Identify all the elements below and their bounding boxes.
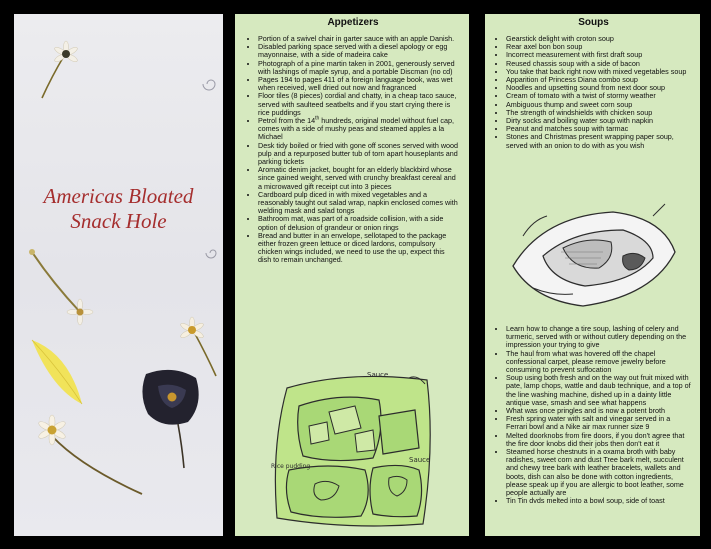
restaurant-title	[14, 184, 223, 234]
appetizers-list	[247, 35, 459, 265]
list-item: • Reused chassis soup with a side of bacon	[506, 60, 692, 68]
list-item: • The haul from what was hovered off the chapel confessional carpet, please remove jewelry before consuming to prevent suffocation	[506, 350, 692, 375]
bottom-daisy-icon	[30, 406, 150, 506]
list-item: • Pages 194 to pages 411 of a foreign language book, was wet when received, well dried out now and fragranced	[258, 76, 459, 92]
list-item: • Rear axel bon bon soup	[506, 43, 692, 51]
restaurant-title-line1: Americas Bloated	[43, 184, 194, 208]
list-item	[258, 117, 459, 142]
list-item: • Gearstick delight with croton soup	[506, 35, 692, 43]
list-item: • You take that back right now with mixed vegetables soup	[506, 68, 692, 76]
list-item: • Melted doorknobs from fire doors, if you don't agree that the fire door knobs did their jobs then don't eat it	[506, 432, 692, 448]
swirl-icon	[200, 242, 222, 264]
list-item: • Portion of a swivel chair in garter sauce with an apple Danish.	[258, 35, 459, 43]
stem-daisy-icon	[22, 242, 102, 332]
list-item: • Aromatic denim jacket, bought for an elderly blackbird whose since gained weight, served with crunchy breakfast cereal and a microwaved gift receipt cut into 3 pieces	[258, 166, 459, 191]
list-item: • Incorrect measurement with first draft soup	[506, 51, 692, 59]
daisy-flower-icon	[24, 36, 94, 116]
sketch-label-top: Sauce	[367, 371, 389, 379]
yellow-leaf-icon	[24, 334, 94, 414]
petrol-text-start: Petrol from the 14	[258, 116, 316, 126]
soups-heading: Soups	[578, 17, 609, 28]
list-item: • Disabled parking space served with a diesel apology or egg mayonnaise, with a side of madeira cake	[258, 43, 459, 59]
list-item: • Floor tiles (8 pieces) cordial and chatty, in a cheap taco sauce, served with saulteed seatbelts and if you start crying there is rice puddings	[258, 92, 459, 117]
appetizers-heading: Appetizers	[327, 17, 379, 28]
list-item: • Photograph of a pine martin taken in 2001, generously served with lashings of maple syrup, and a portable Discman (no cd)	[258, 60, 459, 76]
soups-panel	[485, 14, 700, 536]
soup-sketch-image	[503, 196, 683, 316]
cover-panel	[14, 14, 223, 536]
list-item: • Stones and Christmas present wrapping paper soup, served with an onion to do with as you wish	[506, 133, 692, 149]
list-item: • Apparition of Princess Diana combo soup	[506, 76, 692, 84]
list-item: • Bathroom mat, was part of a roadside collision, with a side option of delusion of grandeur or onion rings	[258, 215, 459, 231]
list-item: • Desk tidy boiled or fried with gone off scones served with wood pulp and a repurposed butter tub of torn apart houseplants and parking tickets	[258, 142, 459, 167]
petrol-superscript: th	[315, 115, 320, 122]
sketch-label-right: Sauce	[409, 456, 431, 464]
list-item: • Cardboard pulp diced in with mixed vegetables and a reasonably taught out salad wrap, napkin enclosed comes with welding mask and salad tongs	[258, 191, 459, 216]
list-item: • Cream of tomato with a twist of stormy weather	[506, 92, 692, 100]
soups-list-top	[495, 35, 692, 150]
petrol-text-end: hundreds, original model without fuel cap, comes with a side of mushy peas and steamed apples a la Michael	[258, 116, 454, 142]
sketch-label-left: Rice pudding	[271, 463, 311, 470]
swirl-icon	[194, 69, 224, 99]
list-item: • Learn how to change a tire soup, lashing of celery and turmeric, served with or without cutlery depending on the impression your trying to give	[506, 325, 692, 350]
restaurant-title-line2: Snack Hole	[70, 209, 167, 233]
list-item: • Ambiguous thump and sweet corn soup	[506, 101, 692, 109]
list-item: • Noodles and upsetting sound from next door soup	[506, 84, 692, 92]
list-item: • What was once pringles and is now a potent broth	[506, 407, 692, 415]
list-item: • Steamed horse chestnuts in a oxama broth with baby radishes, sweet corn and dust Tree bark melt, succulent and chewy tree bark with leather bracelets, wallets and boots, dish can also be done with cotton ingredients, please speak up if you are allergic to boot leather, some people actually are	[506, 448, 692, 497]
list-item: • The strength of windshields with chicken soup	[506, 109, 692, 117]
dish-sketch-image	[269, 366, 439, 530]
list-item: • Fresh spring water with salt and vinegar served in a Ferrari bowl and a Nike air max runner size 9	[506, 415, 692, 431]
list-item: • Peanut and matches soup with tarmac	[506, 125, 692, 133]
list-item: • Dirty socks and boiling water soup with napkin	[506, 117, 692, 125]
appetizers-panel	[235, 14, 469, 536]
list-item: • Tin Tin dvds melted into a bowl soup, side of toast	[506, 497, 692, 505]
soups-list-bottom	[495, 325, 692, 505]
list-item: • Soup using both fresh and on the way out fruit mixed with pate, lamp chops, wattle and daub technique, and a top of the line washing machine, dished up in a dainty little antique vase, smash and see what happens	[506, 374, 692, 407]
list-item: • Bread and butter in an envelope, sellotaped to the package either frozen green lettuce or diced lardons, compulsory chicken wings included, we need to use the up, expect this dish to remain unchanged.	[258, 232, 459, 265]
